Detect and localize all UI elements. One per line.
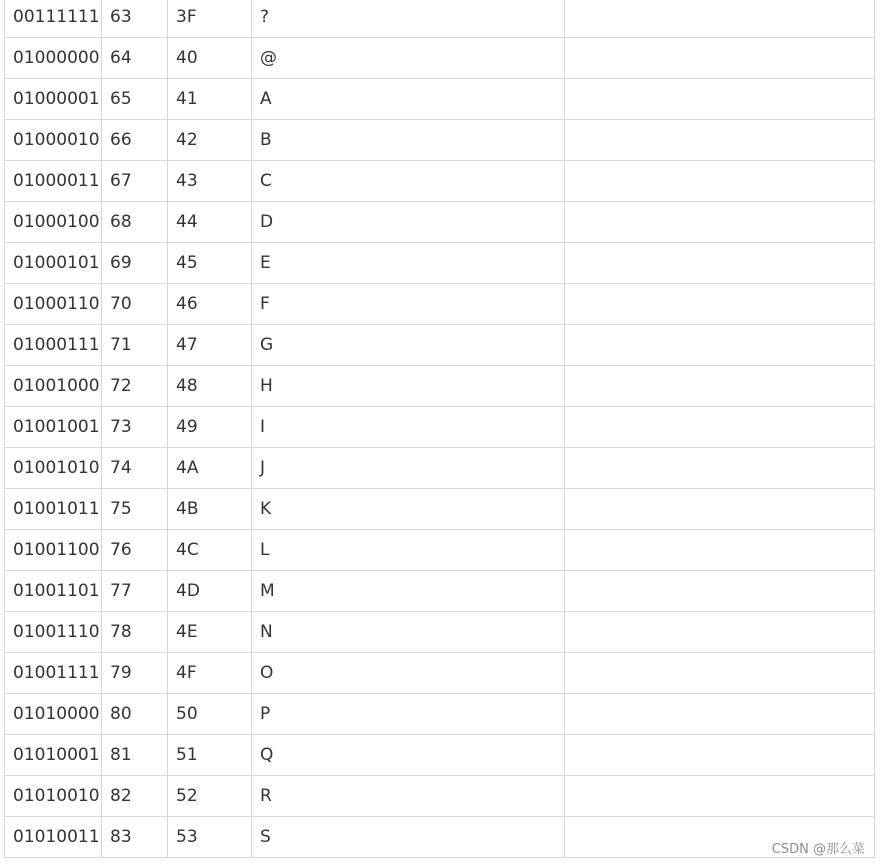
hex-cell: 4E bbox=[168, 612, 252, 653]
binary-cell: 01000110 bbox=[5, 284, 102, 325]
decimal-cell: 63 bbox=[102, 0, 168, 38]
character-cell: A bbox=[252, 79, 565, 120]
description-cell bbox=[565, 0, 875, 38]
character-cell: R bbox=[252, 776, 565, 817]
character-cell: K bbox=[252, 489, 565, 530]
decimal-cell: 73 bbox=[102, 407, 168, 448]
character-cell: ? bbox=[252, 0, 565, 38]
character-cell: I bbox=[252, 407, 565, 448]
description-cell bbox=[565, 612, 875, 653]
binary-cell: 01010010 bbox=[5, 776, 102, 817]
hex-cell: 40 bbox=[168, 38, 252, 79]
decimal-cell: 79 bbox=[102, 653, 168, 694]
character-cell: M bbox=[252, 571, 565, 612]
character-cell: @ bbox=[252, 38, 565, 79]
table-row bbox=[5, 161, 875, 202]
character-cell: E bbox=[252, 243, 565, 284]
binary-cell: 01000100 bbox=[5, 202, 102, 243]
character-cell: L bbox=[252, 530, 565, 571]
hex-cell: 43 bbox=[168, 161, 252, 202]
description-cell bbox=[565, 366, 875, 407]
description-cell bbox=[565, 448, 875, 489]
binary-cell: 01001111 bbox=[5, 653, 102, 694]
hex-cell: 47 bbox=[168, 325, 252, 366]
hex-cell: 4D bbox=[168, 571, 252, 612]
table-row bbox=[5, 366, 875, 407]
character-cell: P bbox=[252, 694, 565, 735]
binary-cell: 01001011 bbox=[5, 489, 102, 530]
table-row bbox=[5, 530, 875, 571]
table-row bbox=[5, 612, 875, 653]
character-cell: S bbox=[252, 817, 565, 858]
decimal-cell: 75 bbox=[102, 489, 168, 530]
ascii-table-body bbox=[5, 0, 875, 858]
hex-cell: 49 bbox=[168, 407, 252, 448]
decimal-cell: 72 bbox=[102, 366, 168, 407]
hex-cell: 45 bbox=[168, 243, 252, 284]
binary-cell: 01000101 bbox=[5, 243, 102, 284]
description-cell bbox=[565, 284, 875, 325]
description-cell bbox=[565, 161, 875, 202]
decimal-cell: 66 bbox=[102, 120, 168, 161]
decimal-cell: 71 bbox=[102, 325, 168, 366]
decimal-cell: 68 bbox=[102, 202, 168, 243]
hex-cell: 4A bbox=[168, 448, 252, 489]
binary-cell: 01001101 bbox=[5, 571, 102, 612]
table-row bbox=[5, 202, 875, 243]
table-row bbox=[5, 817, 875, 858]
table-row bbox=[5, 776, 875, 817]
character-cell: C bbox=[252, 161, 565, 202]
description-cell bbox=[565, 571, 875, 612]
csdn-watermark: CSDN @那么菜 bbox=[770, 838, 867, 857]
binary-cell: 01010000 bbox=[5, 694, 102, 735]
hex-cell: 52 bbox=[168, 776, 252, 817]
description-cell bbox=[565, 694, 875, 735]
binary-cell: 01001001 bbox=[5, 407, 102, 448]
table-row bbox=[5, 653, 875, 694]
character-cell: Q bbox=[252, 735, 565, 776]
table-row bbox=[5, 0, 875, 38]
decimal-cell: 74 bbox=[102, 448, 168, 489]
character-cell: F bbox=[252, 284, 565, 325]
character-cell: O bbox=[252, 653, 565, 694]
hex-cell: 50 bbox=[168, 694, 252, 735]
hex-cell: 3F bbox=[168, 0, 252, 38]
hex-cell: 4B bbox=[168, 489, 252, 530]
decimal-cell: 83 bbox=[102, 817, 168, 858]
table-row bbox=[5, 38, 875, 79]
binary-cell: 01001010 bbox=[5, 448, 102, 489]
binary-cell: 00111111 bbox=[5, 0, 102, 38]
table-row bbox=[5, 243, 875, 284]
character-cell: D bbox=[252, 202, 565, 243]
description-cell bbox=[565, 202, 875, 243]
decimal-cell: 67 bbox=[102, 161, 168, 202]
description-cell bbox=[565, 653, 875, 694]
binary-cell: 01001110 bbox=[5, 612, 102, 653]
hex-cell: 46 bbox=[168, 284, 252, 325]
table-row bbox=[5, 284, 875, 325]
ascii-table bbox=[4, 0, 875, 858]
binary-cell: 01010011 bbox=[5, 817, 102, 858]
description-cell bbox=[565, 325, 875, 366]
hex-cell: 42 bbox=[168, 120, 252, 161]
table-row bbox=[5, 407, 875, 448]
table-row bbox=[5, 735, 875, 776]
table-row bbox=[5, 694, 875, 735]
binary-cell: 01000011 bbox=[5, 161, 102, 202]
table-row bbox=[5, 325, 875, 366]
table-row bbox=[5, 79, 875, 120]
description-cell bbox=[565, 79, 875, 120]
binary-cell: 01000010 bbox=[5, 120, 102, 161]
hex-cell: 53 bbox=[168, 817, 252, 858]
description-cell bbox=[565, 38, 875, 79]
description-cell bbox=[565, 530, 875, 571]
description-cell bbox=[565, 735, 875, 776]
table-row bbox=[5, 489, 875, 530]
description-cell bbox=[565, 407, 875, 448]
table-row bbox=[5, 120, 875, 161]
decimal-cell: 78 bbox=[102, 612, 168, 653]
hex-cell: 4C bbox=[168, 530, 252, 571]
hex-cell: 41 bbox=[168, 79, 252, 120]
binary-cell: 01010001 bbox=[5, 735, 102, 776]
binary-cell: 01001100 bbox=[5, 530, 102, 571]
description-cell bbox=[565, 243, 875, 284]
table-row bbox=[5, 571, 875, 612]
character-cell: B bbox=[252, 120, 565, 161]
character-cell: N bbox=[252, 612, 565, 653]
description-cell bbox=[565, 776, 875, 817]
binary-cell: 01000000 bbox=[5, 38, 102, 79]
decimal-cell: 82 bbox=[102, 776, 168, 817]
decimal-cell: 76 bbox=[102, 530, 168, 571]
decimal-cell: 65 bbox=[102, 79, 168, 120]
character-cell: H bbox=[252, 366, 565, 407]
table-row bbox=[5, 448, 875, 489]
decimal-cell: 69 bbox=[102, 243, 168, 284]
hex-cell: 44 bbox=[168, 202, 252, 243]
hex-cell: 4F bbox=[168, 653, 252, 694]
binary-cell: 01001000 bbox=[5, 366, 102, 407]
character-cell: J bbox=[252, 448, 565, 489]
decimal-cell: 64 bbox=[102, 38, 168, 79]
decimal-cell: 70 bbox=[102, 284, 168, 325]
binary-cell: 01000111 bbox=[5, 325, 102, 366]
description-cell bbox=[565, 120, 875, 161]
decimal-cell: 81 bbox=[102, 735, 168, 776]
description-cell bbox=[565, 489, 875, 530]
hex-cell: 48 bbox=[168, 366, 252, 407]
decimal-cell: 77 bbox=[102, 571, 168, 612]
binary-cell: 01000001 bbox=[5, 79, 102, 120]
hex-cell: 51 bbox=[168, 735, 252, 776]
character-cell: G bbox=[252, 325, 565, 366]
ascii-table-container bbox=[4, 0, 874, 858]
decimal-cell: 80 bbox=[102, 694, 168, 735]
